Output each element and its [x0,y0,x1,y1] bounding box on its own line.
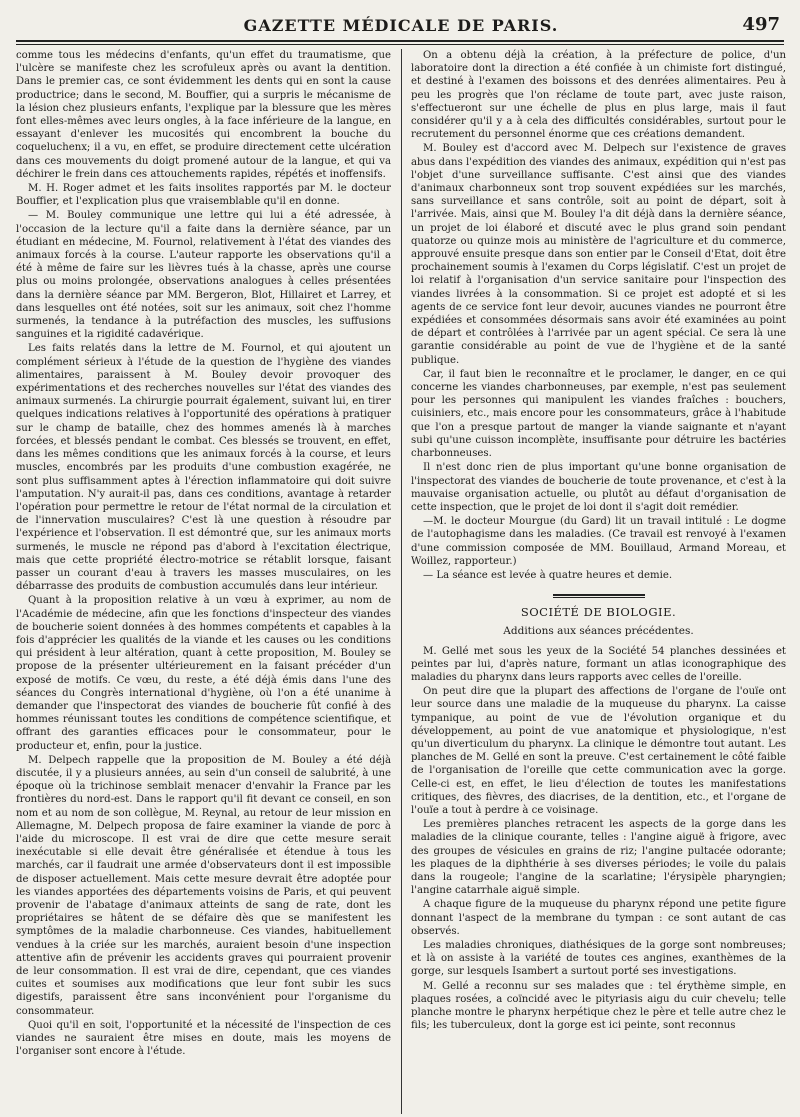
paragraph: comme tous les médecins d'enfants, qu'un effet du traumatisme, que l'ulcère se manifeste chez les scrofuleux après ou avant la dentition. Dans le premier cas, ce sont évidemment les dents qui en sont la cause productrice; dans le second, M. Bouffier, qui a surpris le mécanisme de la lésion chez plusieurs enfants, l'explique par la blessure que les mères font elles-mêmes avec leurs ongles, à la face inférieure de la langue, en essayant d'enlever les mucosités qui encombrent la bouche du coqueluchenx; il a vu, en effet, se produire directement cette ulcération dans ces mouvements du doigt promené autour de la langue, et qui va déchirer le frein dans ces attouchements rapides, répétés et inoffensifs. [16,50,392,180]
paragraph: Quant à la proposition relative à un vœu à exprimer, au nom de l'Académie de médecine, afin que les fonctions d'inspecteur des viandes de boucherie soient données à des hommes compétents et capables à la fois d'apprécier les qualités de la viande et les causes ou les conditions qui président à leur altération, quant à cette proposition, M. Bouley se propose de la présenter ultérieurement en la faisant précéder d'un exposé de motifs. Ce vœu, du reste, a été déjà émis dans l'une des séances du Congrès international d'hygiène, où l'on a été unanime à demander que l'inspectorat des viandes de boucherie fût confié à des hommes réunissant toutes les conditions de compétence scientifique, et offrant des garanties efficaces pour le consommateur, pour le producteur et, enfin, pour la justice. [16,595,392,752]
header-rule [16,40,784,45]
paragraph: Il n'est donc rien de plus important qu'une bonne organisation de l'inspectorat des viandes de boucherie de toute provenance, et c'est à la mauvaise organisation actuelle, ou plutôt au défaut d'organisation de cette inspection, que le projet de loi dont il s'agit doit remédier. [411,462,787,513]
paragraph: Les premières planches retracent les aspects de la gorge dans les maladies de la clinique courante, telles : l'angine aiguë à frigore, avec des groupes de vésicules en grains de riz; l'angine pultacée odorante; les plaques de la diphthérie à ses diverses périodes; le voile du palais dans la rougeole; l'angine de la scarlatine; l'érysipèle pharyngien; l'angine catarrhale aiguë simple. [411,819,787,897]
paragraph: A chaque figure de la muqueuse du pharynx répond une petite figure donnant l'aspect de la membrane du tympan : ce sont autant de cas observés. [411,899,787,937]
section-subtitle: Additions aux séances précédentes. [503,625,694,638]
paragraph: M. Gellé a reconnu sur ses malades que : tel érythème simple, en plaques rosées, a coïncidé avec le pityriasis aigu du cuir chevelu; telle planche montre le pharynx herpétique chez le père et telle autre chez le fils; les tuberculeux, dont la gorge est ici peinte, sont reconnus [411,980,787,1032]
paragraph: Quoi qu'il en soit, l'opportunité et la nécessité de l'inspection de ces viandes ne sauraient être mises en doute, mais les moyens de l'organiser sont encore à l'étude. [16,1019,392,1058]
paragraph: M. Gellé met sous les yeux de la Société 54 planches dessinées et peintes par lui, d'après nature, formant un atlas iconographique des maladies du pharynx dans leurs rapports avec celles de l'oreille. [411,645,787,683]
paragraph: — La séance est levée à quatre heures et demie. [423,569,673,581]
paragraph: —M. le docteur Mourgue (du Gard) lit un travail intitulé : Le dogme de l'autophagisme dans les maladies. (Ce travail est renvoyé à l'examen d'une commission composée de MM. Bouillaud, Armand Moreau, et Woillez, rapporteur.) [411,516,787,567]
paragraph: M. Bouley est d'accord avec M. Delpech sur l'existence de graves abus dans l'expédition des viandes des animaux, expédition qui n'est pas l'objet d'une surveillance suffisante. C'est ainsi que des viandes d'animaux charbonneux sont trop souvent expédiées sur les marchés, sans surveillance et sans contrôle, soit au point de départ, soit à l'arrivée. Mais, ainsi que M. Bouley l'a dit déjà dans la dernière séance, un projet de loi élaboré et discuté avec le plus grand soin pendant quatorze ou quinze mois au ministère de l'agriculture et du commerce, approuvé ensuite presque dans son entier par le Conseil d'Etat, doit être prochainement soumis à l'examen du Corps législatif. C'est un projet de loi relatif à l'organisation d'un service sanitaire pour l'inspection des viandes livrées à la consommation. Si ce projet est adopté et si les agents de ce service font leur devoir, aucunes viandes ne pourront être expédiées et consommées désormais sans avoir été examinées au point de départ et contrôlées à l'arrivée par un agent spécial. Ce sera là une garantie considérable au point de vue de l'hygiène et de la santé publique. [411,143,787,366]
column-divider [401,49,402,1114]
page-number: 497 [742,14,780,35]
paragraph: On a obtenu déjà la création, à la préfecture de police, d'un laboratoire dont la direction a été confiée à un chimiste fort distingué, et destiné à l'examen des boissons et des denrées alimentaires. Peu à peu les progrès que l'on réclame de toute part, avec juste raison, s'effectueront sur une échelle de plus en plus large, mais il faut considérer qu'il y a à cela des difficultés considérables, surtout pour le recrutement du personnel énorme que ces créations demandent. [411,50,787,141]
journal-title: GAZETTE MÉDICALE DE PARIS. [243,16,559,35]
page-header [16,14,786,40]
paragraph: Car, il faut bien le reconnaître et le proclamer, le danger, en ce qui concerne les viandes charbonneuses, par exemple, n'est pas seulement pour les personnes qui manipulent les viandes fraîches : bouchers, cuisiniers, etc., mais encore pour les consommateurs, grâce à l'habitude que l'on a presque partout de manger la viande saignante et n'ayant subi qu'une cuisson incomplète, insuffisante pour détruire les bactéries charbonneuses. [411,368,787,460]
paragraph: On peut dire que la plupart des affections de l'organe de l'ouïe ont leur source dans une maladie de la muqueuse du pharynx. La caisse tympanique, au point de vue de l'évolution organique et du développement, au point de vue anatomique et physiologique, n'est qu'un diverticulum du pharynx. La clinique le démontre tout autant. Les planches de M. Gellé en sont la preuve. C'est certainement le côté faible de l'organisation de l'oreille que cette communication avec la gorge. Celle-ci est, en effet, le lieu d'élection de toutes les manifestations critiques, des fièvres, des diacrises, de la dentition, etc., et l'organe de l'ouïe a tout à perdre à ce voisinage. [411,686,787,816]
section-title: SOCIÉTÉ DE BIOLOGIE. [520,605,677,620]
section-separator [553,594,645,598]
paragraph: M. Delpech rappelle que la proposition de M. Bouley a été déjà discutée, il y a plusieurs années, au sein d'un conseil de salubrité, à une époque où la trichinose semblait menacer d'envahir la France par les frontières du nord-est. Dans le rapport qu'il fit devant ce conseil, en son nom et au nom de son collègue, M. Reynal, au retour de leur mission en Allemagne, M. Delpech proposa de faire examiner la viande de porc à l'aide du microscope. Il est vrai de dire que cette mesure serait inexécutable si elle devait être généralisée et étendue à tous les marchés, car il faudrait une armée d'observateurs dont il est impossible de disposer actuellement. Mais cette mesure devrait être adoptée pour les viandes apportées des départements voisins de Paris, et qui peuvent provenir de l'abatage d'animaux atteints de sang de rate, dont les propriétaires se hâtent de se défaire dès que se manifestent les symptômes de la maladie charbonneuse. Ces viandes, habituellement vendues à la criée sur les marchés, auraient besoin d'une inspection attentive afin de prévenir les accidents graves qui pourraient provenir de leur consommation. Il est vrai de dire, cependant, que ces viandes cuites et soumises aux modifications que leur font subir les sucs digestifs, paraissent être sans inconvénient pour l'organisme du consommateur. [16,754,392,1017]
paragraph: — M. Bouley communique une lettre qui lui a été adressée, à l'occasion de la lecture qu'il a faite dans la dernière séance, par un étudiant en médecine, M. Fournol, relativement à l'état des viandes des animaux forcés à la course. L'auteur rapporte les observations qu'il a été à même de faire sur les lièvres tués à la chasse, après une course plus ou moins prolongée, observations analogues à celles présentées dans la dernière séance par MM. Bergeron, Blot, Hillairet et Larrey, et dans lesquelles ont été notées, soit sur les animaux, soit chez l'homme surmenés, la tendance à la putréfaction des muscles, les suffusions sanguines et la rigidité cadavérique. [16,210,392,341]
right-column [411,49,786,1114]
paragraph: M. H. Roger admet et les faits insolites rapportés par M. le docteur Bouffier, et l'explication plus que vraisemblable qu'il en donne. [16,183,392,208]
paragraph: Les faits relatés dans la lettre de M. Fournol, et qui ajoutent un complément sérieux à l'étude de la question de l'hygiène des viandes alimentaires, paraissent à M. Bouley devoir provoquer des expérimentations et des recherches nouvelles sur l'état des viandes des animaux surmenés. La chirurgie pourrait également, suivant lui, en tirer quelques indications relatives à l'opportunité des opérations à pratiquer sur le champ de bataille, chez des hommes amenés là à marches forcées, et blessés pendant le combat. Ces blessés se trouvent, en effet, dans les mêmes conditions que les animaux forcés à la course, et leurs muscles, encombrés par les produits d'une combustion exagérée, ne sont plus suffisamment aptes à l'érection inflammatoire qui doit suivre l'amputation. N'y aurait-il pas, dans ces conditions, avantage à retarder l'opération pour permettre le retour de l'état normal de la circulation et de l'innervation musculaires? C'est là une question à résoudre par l'expérience et l'observation. Il est démontré que, sur les animaux morts surmenés, le muscle ne répond pas d'abord à l'excitation électrique, mais que cette propriété électro-motrice se rétablit lorsque, faisant passer un courant d'eau à travers les masses musculaires, on les débarrasse des produits de combustion accumulés dans leur intérieur. [16,343,392,593]
paragraph: Les maladies chroniques, diathésiques de la gorge sont nombreuses; et là on assiste à la variété de toutes ces angines, exanthèmes de la gorge, sur lesquels Isambert a surtout porté ses investigations. [411,940,787,978]
left-column [16,49,391,1114]
text-columns [16,49,786,1114]
